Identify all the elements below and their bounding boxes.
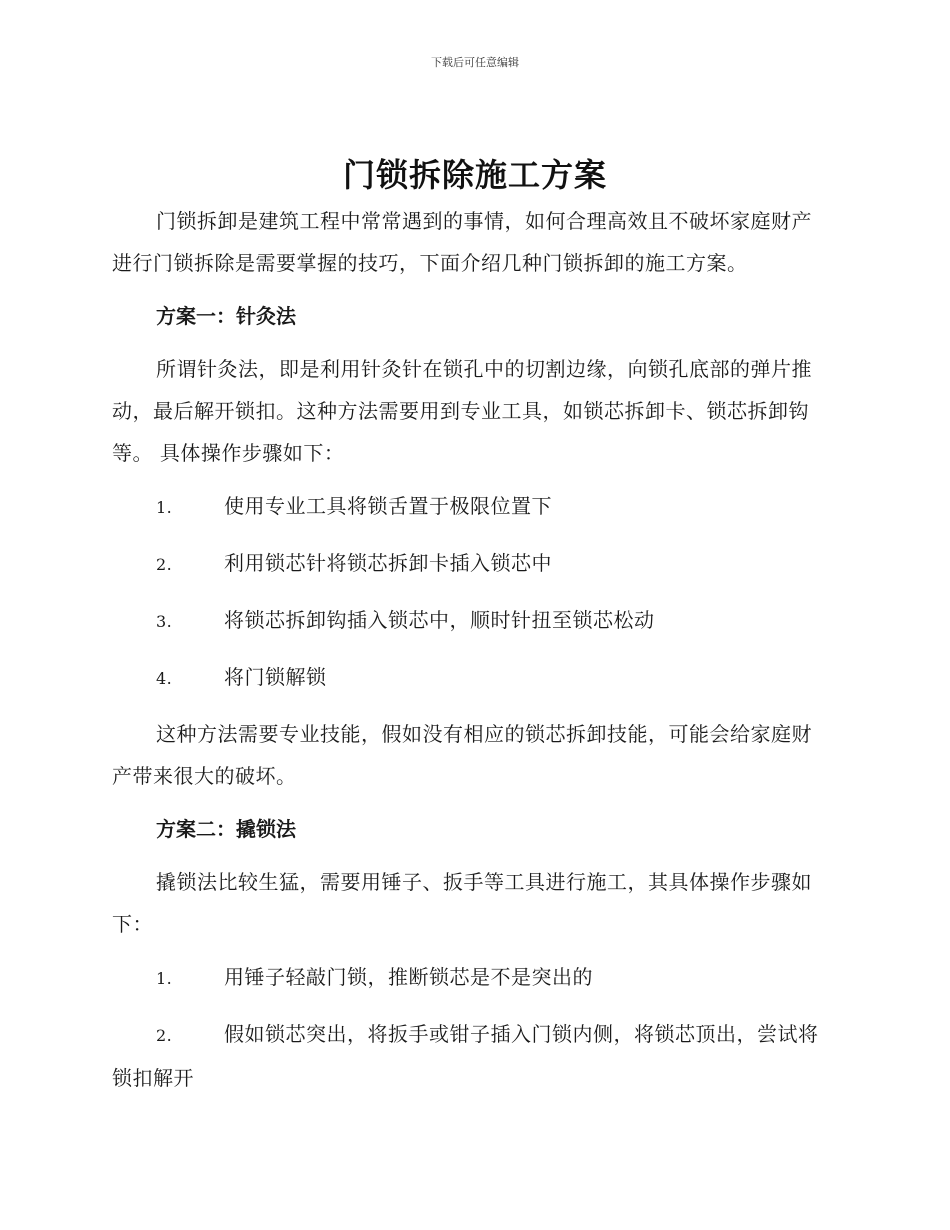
list-number: 4. xyxy=(156,669,173,688)
plan2-description: 撬锁法比较生猛，需要用锤子、扳手等工具进行施工，其具体操作步骤如下： xyxy=(112,870,812,936)
list-number: 2. xyxy=(156,1026,173,1045)
plan1-description: 所谓针灸法，即是利用针灸针在锁孔中的切割边缘，向锁孔底部的弹片推动，最后解开锁扣。这种方法需要用到专业工具，如锁芯拆卸卡、锁芯拆卸钩等。 具体操作步骤如下： xyxy=(112,357,812,465)
list-item xyxy=(112,599,832,643)
plan2-heading: 方案二：撬锁法 xyxy=(156,817,296,841)
list-item xyxy=(112,956,832,1000)
list-item-wrapped xyxy=(112,1013,832,1099)
list-number: 1. xyxy=(156,498,173,517)
list-number: 3. xyxy=(156,612,173,631)
list-text: 利用锁芯针将锁芯拆卸卡插入锁芯中 xyxy=(224,551,552,575)
plan1-note: 这种方法需要专业技能，假如没有相应的锁芯拆卸技能，可能会给家庭财产带来很大的破坏。 xyxy=(112,722,812,788)
list-text: 使用专业工具将锁舌置于极限位置下 xyxy=(224,494,552,518)
list-text: 将锁芯拆卸钩插入锁芯中，顺时针扭至锁芯松动 xyxy=(224,608,655,632)
intro-paragraph: 门锁拆卸是建筑工程中常常遇到的事情，如何合理高效且不破坏家庭财产进行门锁拆除是需要掌握的技巧，下面介绍几种门锁拆卸的施工方案。 xyxy=(112,209,812,275)
header-note: 下载后可任意编辑 xyxy=(431,56,519,69)
list-text: 将门锁解锁 xyxy=(224,665,327,689)
list-item xyxy=(112,542,832,586)
document-title: 门锁拆除施工方案 xyxy=(342,156,607,194)
plan1-heading: 方案一：针灸法 xyxy=(156,304,296,328)
list-text: 假如锁芯突出，将扳手或钳子插入门锁内侧，将锁芯顶出，尝试将锁扣解开 xyxy=(112,1022,819,1090)
list-item xyxy=(112,485,832,529)
list-number: 2. xyxy=(156,555,173,574)
list-number: 1. xyxy=(156,969,173,988)
list-text: 用锤子轻敲门锁，推断锁芯是不是突出的 xyxy=(224,965,593,989)
list-item xyxy=(112,656,832,700)
document-body xyxy=(112,200,832,1112)
